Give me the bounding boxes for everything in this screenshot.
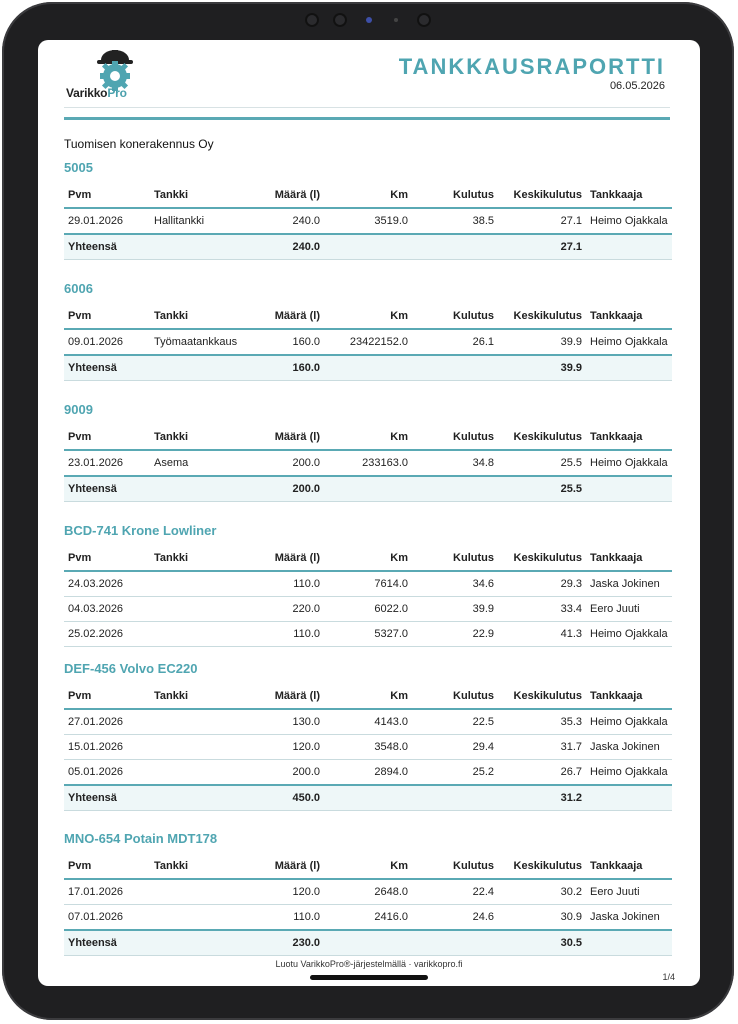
total-label: Yhteensä: [64, 476, 150, 502]
total-cell: [150, 785, 266, 811]
table-cell: [150, 735, 266, 760]
total-cell: [324, 234, 412, 260]
refuel-table: [64, 183, 672, 260]
column-header: Pvm: [64, 183, 150, 208]
column-header: Kulutus: [412, 546, 498, 571]
table-row: [64, 709, 672, 735]
table-cell: [150, 760, 266, 786]
column-header: Kulutus: [412, 425, 498, 450]
total-row: [64, 785, 672, 811]
refuel-table: [64, 854, 672, 956]
table-cell: 3548.0: [324, 735, 412, 760]
table-cell: 39.9: [498, 329, 586, 355]
column-header: Kulutus: [412, 684, 498, 709]
total-row: [64, 930, 672, 956]
total-cell: 230.0: [266, 930, 324, 956]
table-cell: 33.4: [498, 597, 586, 622]
column-header: Tankki: [150, 684, 266, 709]
table-cell: 15.01.2026: [64, 735, 150, 760]
column-header: Tankkaaja: [586, 425, 672, 450]
total-row: [64, 476, 672, 502]
total-cell: [586, 930, 672, 956]
table-cell: 7614.0: [324, 571, 412, 597]
column-header: Kulutus: [412, 183, 498, 208]
table-cell: 24.6: [412, 905, 498, 931]
table-cell: Työmaatankkaus: [150, 329, 266, 355]
column-header: Pvm: [64, 304, 150, 329]
table-cell: Jaska Jokinen: [586, 735, 672, 760]
vehicle-section: [64, 401, 672, 502]
table-cell: 3519.0: [324, 208, 412, 234]
vehicle-section: [64, 159, 672, 260]
column-header: Keskikulutus: [498, 684, 586, 709]
header-accent-rule: [64, 117, 670, 120]
table-cell: Eero Juuti: [586, 597, 672, 622]
total-cell: [150, 930, 266, 956]
column-header: Keskikulutus: [498, 183, 586, 208]
total-row: [64, 355, 672, 381]
table-cell: 240.0: [266, 208, 324, 234]
total-cell: 30.5: [498, 930, 586, 956]
table-cell: Hallitankki: [150, 208, 266, 234]
table-cell: 04.03.2026: [64, 597, 150, 622]
table-row: [64, 879, 672, 905]
refuel-table: [64, 304, 672, 381]
column-header: Km: [324, 425, 412, 450]
table-row: [64, 905, 672, 931]
table-cell: [150, 905, 266, 931]
column-header: Keskikulutus: [498, 304, 586, 329]
sensor-dot: [394, 18, 398, 22]
table-cell: 38.5: [412, 208, 498, 234]
table-cell: 27.1: [498, 208, 586, 234]
column-header: Tankki: [150, 183, 266, 208]
page-number: 1/4: [662, 972, 675, 982]
table-header-row: [64, 684, 672, 709]
refuel-table: [64, 546, 672, 647]
column-header: Määrä (l): [266, 425, 324, 450]
section-title: DEF-456 Volvo EC220: [64, 661, 198, 676]
table-cell: Jaska Jokinen: [586, 571, 672, 597]
total-cell: [324, 476, 412, 502]
table-row: [64, 450, 672, 476]
table-cell: Heimo Ojakkala: [586, 760, 672, 786]
sensor-dot: [417, 13, 431, 27]
column-header: Km: [324, 684, 412, 709]
refuel-table: [64, 684, 672, 811]
table-cell: 2416.0: [324, 905, 412, 931]
table-cell: 220.0: [266, 597, 324, 622]
table-cell: 110.0: [266, 905, 324, 931]
column-header: Keskikulutus: [498, 425, 586, 450]
table-cell: 35.3: [498, 709, 586, 735]
total-cell: [412, 785, 498, 811]
table-cell: 120.0: [266, 879, 324, 905]
table-cell: Eero Juuti: [586, 879, 672, 905]
total-cell: [150, 355, 266, 381]
table-cell: Heimo Ojakkala: [586, 329, 672, 355]
column-header: Tankki: [150, 425, 266, 450]
column-header: Keskikulutus: [498, 854, 586, 879]
table-row: [64, 735, 672, 760]
table-row: [64, 622, 672, 647]
column-header: Tankki: [150, 304, 266, 329]
header-divider: [64, 107, 670, 108]
total-cell: 31.2: [498, 785, 586, 811]
section-title: BCD-741 Krone Lowliner: [64, 523, 217, 538]
total-cell: 240.0: [266, 234, 324, 260]
footer-text: Luotu VarikkoPro®-järjestelmällä · varikkopro.fi: [275, 959, 463, 969]
table-header-row: [64, 854, 672, 879]
table-cell: [150, 597, 266, 622]
total-cell: [412, 930, 498, 956]
total-row: [64, 234, 672, 260]
table-cell: 2894.0: [324, 760, 412, 786]
column-header: Määrä (l): [266, 546, 324, 571]
table-cell: Asema: [150, 450, 266, 476]
table-cell: 29.01.2026: [64, 208, 150, 234]
logo-wordmark: [66, 86, 127, 100]
table-cell: Heimo Ojakkala: [586, 450, 672, 476]
total-cell: 27.1: [498, 234, 586, 260]
table-cell: Heimo Ojakkala: [586, 622, 672, 647]
column-header: Määrä (l): [266, 684, 324, 709]
table-cell: 24.03.2026: [64, 571, 150, 597]
column-header: Tankkaaja: [586, 854, 672, 879]
table-row: [64, 329, 672, 355]
table-cell: 27.01.2026: [64, 709, 150, 735]
table-cell: 160.0: [266, 329, 324, 355]
column-header: Km: [324, 546, 412, 571]
camera-lens: [366, 17, 372, 23]
total-cell: [324, 930, 412, 956]
table-cell: [150, 622, 266, 647]
table-cell: 6022.0: [324, 597, 412, 622]
total-cell: [412, 234, 498, 260]
vehicle-section: [64, 522, 672, 647]
table-row: [64, 208, 672, 234]
column-header: Pvm: [64, 546, 150, 571]
total-cell: [324, 785, 412, 811]
table-cell: Heimo Ojakkala: [586, 709, 672, 735]
table-cell: 25.5: [498, 450, 586, 476]
total-label: Yhteensä: [64, 785, 150, 811]
logo-text-accent: Pro: [107, 86, 127, 100]
total-cell: [324, 355, 412, 381]
table-cell: 110.0: [266, 571, 324, 597]
table-header-row: [64, 546, 672, 571]
total-cell: [586, 785, 672, 811]
camera-bar: [0, 0, 738, 36]
table-cell: 07.01.2026: [64, 905, 150, 931]
sensor-dot: [333, 13, 347, 27]
table-cell: 130.0: [266, 709, 324, 735]
total-label: Yhteensä: [64, 930, 150, 956]
section-title: MNO-654 Potain MDT178: [64, 831, 218, 846]
table-cell: 17.01.2026: [64, 879, 150, 905]
report-title: TANKKAUSRAPORTTI: [398, 54, 665, 79]
column-header: Määrä (l): [266, 183, 324, 208]
table-cell: 41.3: [498, 622, 586, 647]
table-row: [64, 760, 672, 786]
table-cell: 22.5: [412, 709, 498, 735]
table-cell: 120.0: [266, 735, 324, 760]
table-cell: 233163.0: [324, 450, 412, 476]
column-header: Km: [324, 854, 412, 879]
table-row: [64, 597, 672, 622]
section-title: 9009: [64, 402, 93, 417]
table-cell: Jaska Jokinen: [586, 905, 672, 931]
table-cell: 4143.0: [324, 709, 412, 735]
table-cell: [150, 571, 266, 597]
table-cell: 22.9: [412, 622, 498, 647]
table-cell: 29.4: [412, 735, 498, 760]
total-cell: [412, 476, 498, 502]
table-cell: 39.9: [412, 597, 498, 622]
table-cell: 34.6: [412, 571, 498, 597]
column-header: Tankkaaja: [586, 183, 672, 208]
column-header: Määrä (l): [266, 304, 324, 329]
table-cell: [150, 879, 266, 905]
table-header-row: [64, 304, 672, 329]
table-header-row: [64, 183, 672, 208]
table-cell: 23.01.2026: [64, 450, 150, 476]
company-name: Tuomisen konerakennus Oy: [64, 137, 214, 151]
sensor-dot: [305, 13, 319, 27]
column-header: Km: [324, 304, 412, 329]
table-cell: 2648.0: [324, 879, 412, 905]
table-row: [64, 571, 672, 597]
home-indicator[interactable]: [310, 975, 428, 980]
section-title: 5005: [64, 160, 93, 175]
total-cell: [586, 355, 672, 381]
table-cell: 26.1: [412, 329, 498, 355]
table-cell: 29.3: [498, 571, 586, 597]
table-cell: 5327.0: [324, 622, 412, 647]
column-header: Tankkaaja: [586, 684, 672, 709]
table-cell: 34.8: [412, 450, 498, 476]
section-title: 6006: [64, 281, 93, 296]
table-cell: 05.01.2026: [64, 760, 150, 786]
vehicle-section: [64, 660, 672, 811]
column-header: Kulutus: [412, 854, 498, 879]
total-cell: [150, 476, 266, 502]
table-cell: 30.9: [498, 905, 586, 931]
column-header: Pvm: [64, 425, 150, 450]
column-header: Km: [324, 183, 412, 208]
table-cell: [150, 709, 266, 735]
column-header: Määrä (l): [266, 854, 324, 879]
table-cell: 22.4: [412, 879, 498, 905]
table-cell: 09.01.2026: [64, 329, 150, 355]
column-header: Pvm: [64, 854, 150, 879]
logo-text-main: Varikko: [66, 86, 108, 100]
total-cell: [412, 355, 498, 381]
table-cell: 31.7: [498, 735, 586, 760]
table-header-row: [64, 425, 672, 450]
total-label: Yhteensä: [64, 234, 150, 260]
vehicle-section: [64, 830, 672, 956]
column-header: Tankki: [150, 854, 266, 879]
table-cell: 30.2: [498, 879, 586, 905]
column-header: Tankkaaja: [586, 304, 672, 329]
column-header: Kulutus: [412, 304, 498, 329]
total-cell: [586, 234, 672, 260]
total-cell: 450.0: [266, 785, 324, 811]
report-date: 06.05.2026: [609, 80, 665, 92]
table-cell: 26.7: [498, 760, 586, 786]
document-page[interactable]: [38, 40, 700, 986]
table-cell: 25.2: [412, 760, 498, 786]
refuel-table: [64, 425, 672, 502]
table-cell: 23422152.0: [324, 329, 412, 355]
table-cell: 25.02.2026: [64, 622, 150, 647]
total-label: Yhteensä: [64, 355, 150, 381]
column-header: Tankkaaja: [586, 546, 672, 571]
table-cell: 200.0: [266, 450, 324, 476]
column-header: Tankki: [150, 546, 266, 571]
table-cell: 110.0: [266, 622, 324, 647]
total-cell: 200.0: [266, 476, 324, 502]
total-cell: 160.0: [266, 355, 324, 381]
total-cell: [586, 476, 672, 502]
table-cell: 200.0: [266, 760, 324, 786]
total-cell: 25.5: [498, 476, 586, 502]
total-cell: 39.9: [498, 355, 586, 381]
vehicle-section: [64, 280, 672, 381]
total-cell: [150, 234, 266, 260]
column-header: Pvm: [64, 684, 150, 709]
column-header: Keskikulutus: [498, 546, 586, 571]
table-cell: Heimo Ojakkala: [586, 208, 672, 234]
